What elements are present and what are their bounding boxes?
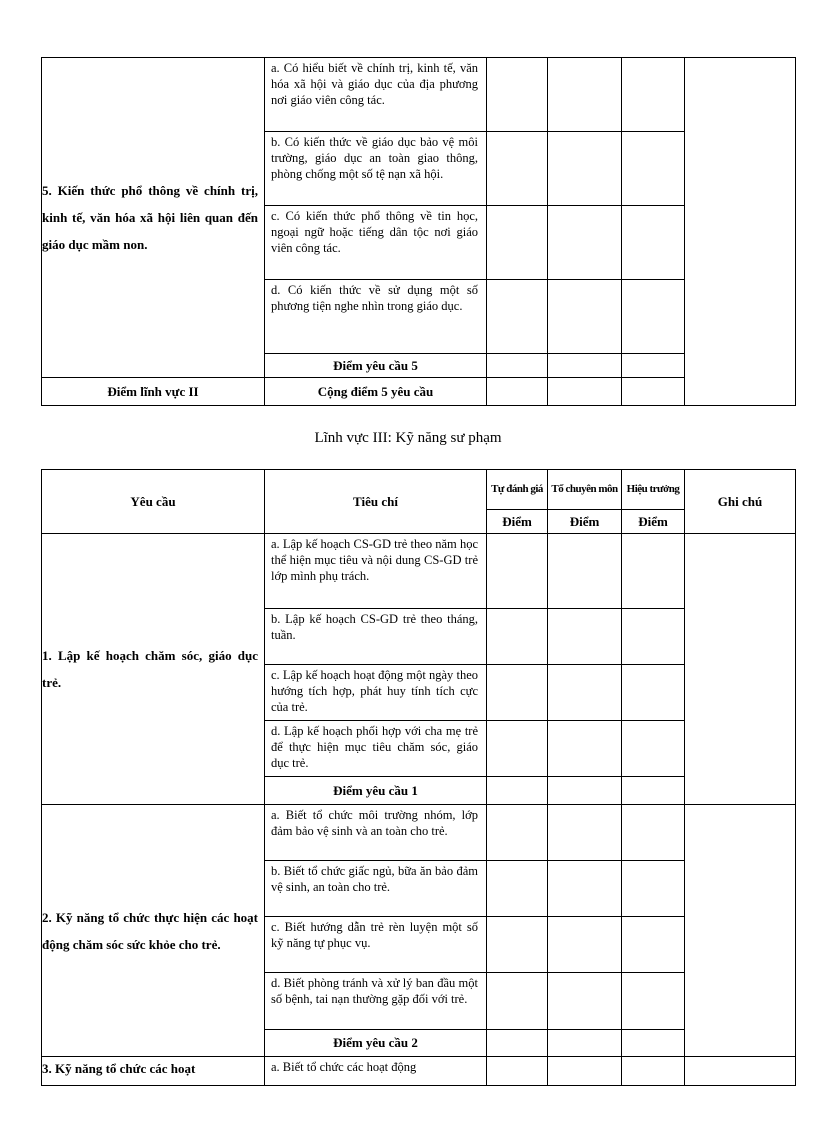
field-ii-score-label: Điểm lĩnh vực II <box>42 378 265 406</box>
score-cell[interactable] <box>622 1057 685 1086</box>
score-cell[interactable] <box>548 861 622 917</box>
score-cell[interactable] <box>622 721 685 777</box>
score-cell[interactable] <box>622 1030 685 1057</box>
score-cell[interactable] <box>548 973 622 1030</box>
field-ii-total-label: Cộng điểm 5 yêu cầu <box>265 378 487 406</box>
score-cell[interactable] <box>548 534 622 609</box>
field-ii-table <box>41 57 796 406</box>
score-cell[interactable] <box>622 973 685 1030</box>
section-title: Lĩnh vực III: Kỹ năng sư phạm <box>314 430 502 446</box>
header-criteria: Tiêu chí <box>265 470 487 534</box>
score-cell[interactable] <box>548 721 622 777</box>
score-cell[interactable] <box>487 58 548 132</box>
score-cell[interactable] <box>548 378 622 406</box>
note-cell[interactable] <box>685 534 796 805</box>
score-cell[interactable] <box>548 354 622 378</box>
score-cell[interactable] <box>487 861 548 917</box>
score-cell[interactable] <box>622 534 685 609</box>
header-note: Ghi chú <box>685 470 796 534</box>
header-self-eval: Tự đánh giá <box>487 470 548 510</box>
header-score: Điểm <box>622 510 685 534</box>
criterion-5a: a. Có hiểu biết về chính trị, kinh tế, văn hóa xã hội và giáo dục của địa phương nơi giáo viên công tác. <box>265 58 487 132</box>
header-dept: Tổ chuyên môn <box>548 470 622 510</box>
criterion-1c: c. Lập kế hoạch hoạt động một ngày theo hướng tích hợp, phát huy tính tích cực của trẻ. <box>265 665 487 721</box>
header-score: Điểm <box>487 510 548 534</box>
score-cell[interactable] <box>487 973 548 1030</box>
score-cell[interactable] <box>487 206 548 280</box>
score-cell[interactable] <box>622 665 685 721</box>
score-cell[interactable] <box>487 777 548 805</box>
score-cell[interactable] <box>548 609 622 665</box>
requirement-1: 1. Lập kế hoạch chăm sóc, giáo dục trẻ. <box>42 534 265 805</box>
score-cell[interactable] <box>622 354 685 378</box>
score-cell[interactable] <box>487 609 548 665</box>
criterion-2c: c. Biết hướng dẫn trẻ rèn luyện một số kỹ năng tự phục vụ. <box>265 917 487 973</box>
score-requirement-2: Điểm yêu cầu 2 <box>265 1030 487 1057</box>
requirement-5: 5. Kiến thức phổ thông về chính trị, kinh tế, văn hóa xã hội liên quan đến giáo dục mầm non. <box>42 58 265 378</box>
requirement-2: 2. Kỹ năng tổ chức thực hiện các hoạt động chăm sóc sức khỏe cho trẻ. <box>42 805 265 1057</box>
note-cell[interactable] <box>685 805 796 1057</box>
criterion-1d: d. Lập kế hoạch phối hợp với cha mẹ trẻ để thực hiện mục tiêu chăm sóc, giáo dục trẻ. <box>265 721 487 777</box>
score-cell[interactable] <box>548 1057 622 1086</box>
score-cell[interactable] <box>487 1030 548 1057</box>
score-cell[interactable] <box>487 280 548 354</box>
requirement-3: 3. Kỹ năng tổ chức các hoạt <box>42 1057 265 1086</box>
criterion-3a: a. Biết tổ chức các hoạt động <box>265 1057 487 1086</box>
criterion-2a: a. Biết tổ chức môi trường nhóm, lớp đảm bảo vệ sinh và an toàn cho trẻ. <box>265 805 487 861</box>
score-cell[interactable] <box>487 378 548 406</box>
note-cell[interactable] <box>685 58 796 406</box>
score-cell[interactable] <box>622 280 685 354</box>
score-cell[interactable] <box>622 805 685 861</box>
score-cell[interactable] <box>548 665 622 721</box>
criterion-5d: d. Có kiến thức về sử dụng một số phương tiện nghe nhìn trong giáo dục. <box>265 280 487 354</box>
field-iii-table <box>41 469 796 1086</box>
score-cell[interactable] <box>622 917 685 973</box>
criterion-5b: b. Có kiến thức về giáo dục bảo vệ môi trường, giáo dục an toàn giao thông, phòng chống một số tệ nạn xã hội. <box>265 132 487 206</box>
score-cell[interactable] <box>487 534 548 609</box>
score-cell[interactable] <box>622 777 685 805</box>
score-cell[interactable] <box>487 917 548 973</box>
score-cell[interactable] <box>548 777 622 805</box>
header-principal: Hiệu trưởng <box>622 470 685 510</box>
score-cell[interactable] <box>622 206 685 280</box>
score-cell[interactable] <box>548 805 622 861</box>
score-cell[interactable] <box>487 721 548 777</box>
score-cell[interactable] <box>622 861 685 917</box>
criterion-2b: b. Biết tổ chức giấc ngủ, bữa ăn bảo đảm vệ sinh, an toàn cho trẻ. <box>265 861 487 917</box>
criterion-2d: d. Biết phòng tránh và xử lý ban đầu một số bệnh, tai nạn thường gặp đối với trẻ. <box>265 973 487 1030</box>
header-score: Điểm <box>548 510 622 534</box>
score-cell[interactable] <box>548 280 622 354</box>
score-cell[interactable] <box>487 665 548 721</box>
score-cell[interactable] <box>548 132 622 206</box>
score-requirement-1: Điểm yêu cầu 1 <box>265 777 487 805</box>
score-cell[interactable] <box>487 132 548 206</box>
score-cell[interactable] <box>548 206 622 280</box>
score-cell[interactable] <box>487 805 548 861</box>
score-cell[interactable] <box>622 58 685 132</box>
score-cell[interactable] <box>622 378 685 406</box>
header-requirement: Yêu cầu <box>42 470 265 534</box>
criterion-5c: c. Có kiến thức phổ thông về tin học, ngoại ngữ hoặc tiếng dân tộc nơi giáo viên công tác. <box>265 206 487 280</box>
score-requirement-5: Điểm yêu cầu 5 <box>265 354 487 378</box>
criterion-1a: a. Lập kế hoạch CS-GD trẻ theo năm học thể hiện mục tiêu và nội dung CS-GD trẻ lớp mình phụ trách. <box>265 534 487 609</box>
score-cell[interactable] <box>622 609 685 665</box>
criterion-1b: b. Lập kế hoạch CS-GD trẻ theo tháng, tuần. <box>265 609 487 665</box>
score-cell[interactable] <box>548 58 622 132</box>
score-cell[interactable] <box>622 132 685 206</box>
score-cell[interactable] <box>548 1030 622 1057</box>
score-cell[interactable] <box>548 917 622 973</box>
note-cell[interactable] <box>685 1057 796 1086</box>
score-cell[interactable] <box>487 1057 548 1086</box>
score-cell[interactable] <box>487 354 548 378</box>
